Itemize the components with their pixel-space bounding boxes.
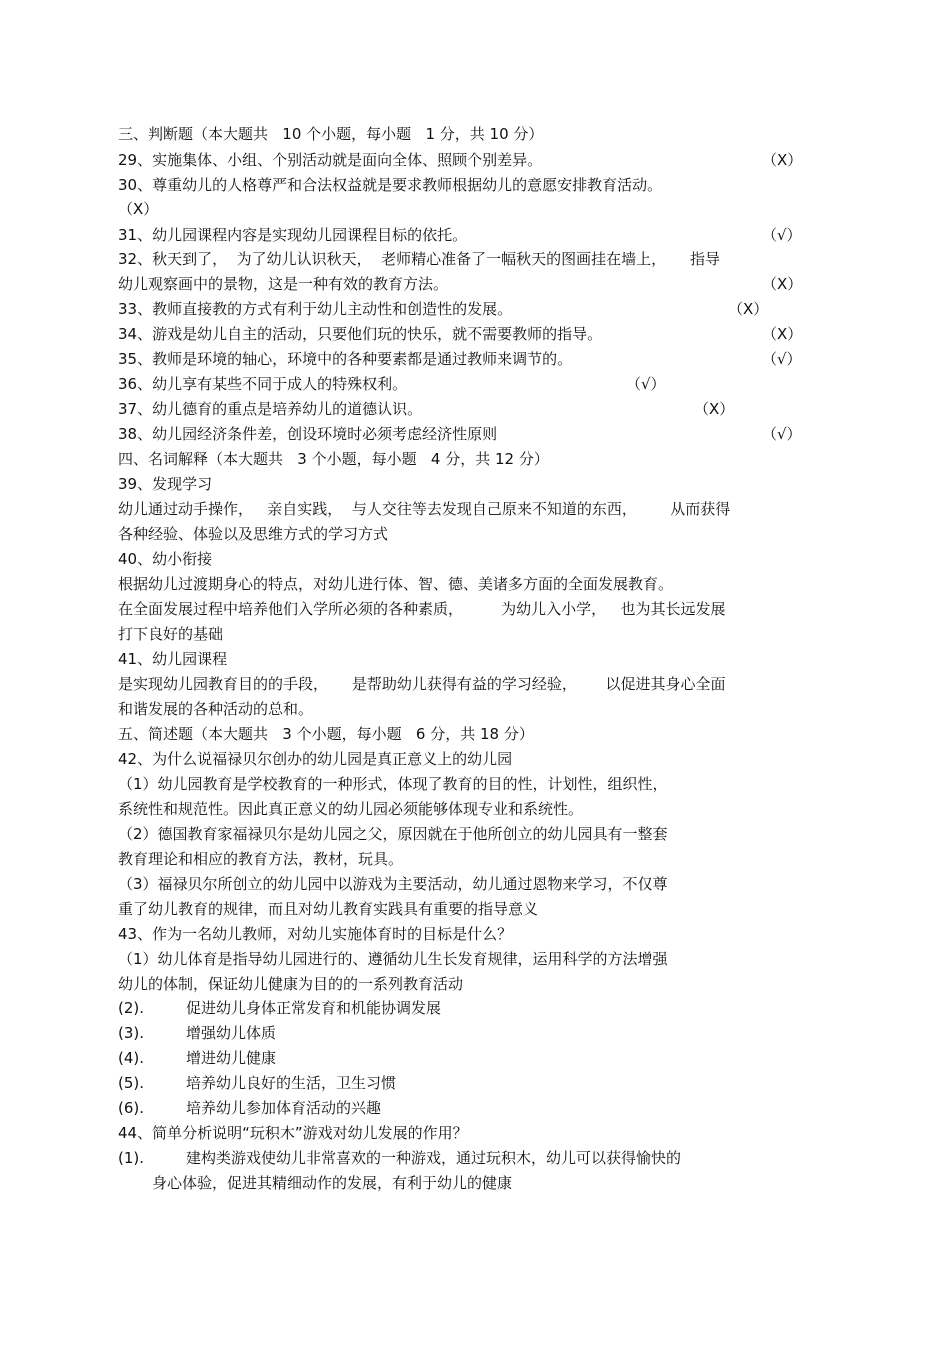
- question-37: 37、幼儿德育的重点是培养幼儿的道德认识。: [118, 400, 423, 418]
- answer-43-item-text: 培养幼儿参加体育活动的兴趣: [186, 1099, 382, 1117]
- answer-34: （X）: [762, 325, 803, 343]
- answer-38: （√）: [762, 425, 802, 443]
- answer-36: （√）: [626, 375, 666, 393]
- answer-32: （X）: [762, 275, 803, 293]
- section-heading-judgment: 三、判断题（本大题共 10 个小题，每小题 1 分，共 10 分）: [118, 125, 544, 143]
- question-43: 43、作为一名幼儿教师，对幼儿实施体育时的目标是什么？: [118, 925, 513, 943]
- question-42: 42、为什么说福禄贝尔创办的幼儿园是真正意义上的幼儿园: [118, 750, 513, 768]
- question-44: 44、简单分析说明“玩积木”游戏对幼儿发展的作用？: [118, 1124, 468, 1142]
- answer-43-point1-line2: 幼儿的体制，保证幼儿健康为目的的一系列教育活动: [118, 975, 464, 993]
- question-34: 34、游戏是幼儿自主的活动，只要他们玩的快乐，就不需要教师的指导。: [118, 325, 603, 343]
- term-40-def-line1: 根据幼儿过渡期身心的特点，对幼儿进行体、智、德、美诸多方面的全面发展教育。: [118, 575, 674, 593]
- question-35: 35、教师是环境的轴心，环境中的各种要素都是通过教师来调节的。: [118, 350, 573, 368]
- answer-37: （X）: [694, 400, 735, 418]
- term-40-def-line3: 打下良好的基础: [118, 625, 224, 643]
- question-31: 31、幼儿园课程内容是实现幼儿园课程目标的依托。: [118, 226, 468, 244]
- answer-43-item-num: (3).: [118, 1024, 145, 1042]
- question-30: 30、尊重幼儿的人格尊严和合法权益就是要求教师根据幼儿的意愿安排教育活动。: [118, 176, 663, 194]
- question-33: 33、教师直接教的方式有利于幼儿主动性和创造性的发展。: [118, 300, 513, 318]
- question-38: 38、幼儿园经济条件差，创设环境时必须考虑经济性原则: [118, 425, 498, 443]
- term-41-title: 41、幼儿园课程: [118, 650, 228, 668]
- answer-31: （√）: [762, 226, 802, 244]
- answer-43-item-num: (5).: [118, 1074, 145, 1092]
- answer-43-item-text: 增强幼儿体质: [186, 1024, 277, 1042]
- answer-42-point1-line2: 系统性和规范性。因此真正意义的幼儿园必须能够体现专业和系统性。: [118, 800, 584, 818]
- answer-44-item-num: (1).: [118, 1149, 145, 1167]
- answer-42-point3-line2: 重了幼儿教育的规律，而且对幼儿教育实践具有重要的指导意义: [118, 900, 539, 918]
- answer-43-item-num: (6).: [118, 1099, 145, 1117]
- answer-42-point2-line2: 教育理论和相应的教育方法，教材，玩具。: [118, 850, 404, 868]
- answer-35: （√）: [762, 350, 802, 368]
- question-32-line1: 32、秋天到了， 为了幼儿认识秋天， 老师精心准备了一幅秋天的图画挂在墙上， 指导: [118, 250, 721, 268]
- term-39-title: 39、发现学习: [118, 475, 213, 493]
- answer-33: （X）: [728, 300, 769, 318]
- term-39-def-line1: 幼儿通过动手操作， 亲自实践， 与人交往等去发现自己原来不知道的东西， 从而获得: [118, 500, 731, 518]
- answer-42-point2-line1: （2）德国教育家福禄贝尔是幼儿园之父，原因就在于他所创立的幼儿园具有一整套: [118, 825, 668, 843]
- answer-42-point1-line1: （1）幼儿园教育是学校教育的一种形式，体现了教育的目的性，计划性，组织性，: [118, 775, 668, 793]
- answer-43-item-num: (2).: [118, 999, 145, 1017]
- answer-44-point1-line2: 身心体验，促进其精细动作的发展，有利于幼儿的健康: [152, 1174, 513, 1192]
- section-heading-terms: 四、名词解释（本大题共 3 个小题，每小题 4 分，共 12 分）: [118, 450, 549, 468]
- answer-29: （X）: [762, 151, 803, 169]
- answer-43-item-text: 培养幼儿良好的生活，卫生习惯: [186, 1074, 397, 1092]
- answer-42-point3-line1: （3）福禄贝尔所创立的幼儿园中以游戏为主要活动，幼儿通过恩物来学习，不仅尊: [118, 875, 668, 893]
- question-29: 29、实施集体、小组、个别活动就是面向全体、照顾个别差异。: [118, 151, 543, 169]
- term-40-title: 40、幼小衔接: [118, 550, 213, 568]
- term-41-def-line2: 和谐发展的各种活动的总和。: [118, 700, 314, 718]
- answer-43-item-text: 增进幼儿健康: [186, 1049, 277, 1067]
- term-40-def-line2: 在全面发展过程中培养他们入学所必须的各种素质， 为幼儿入小学， 也为其长远发展: [118, 600, 726, 618]
- section-heading-short-answer: 五、简述题（本大题共 3 个小题，每小题 6 分，共 18 分）: [118, 725, 534, 743]
- answer-43-item-text: 促进幼儿身体正常发育和机能协调发展: [186, 999, 442, 1017]
- question-36: 36、幼儿享有某些不同于成人的特殊权利。: [118, 375, 408, 393]
- answer-30: （X）: [118, 200, 159, 218]
- answer-43-point1-line1: （1）幼儿体育是指导幼儿园进行的、遵循幼儿生长发育规律，运用科学的方法增强: [118, 950, 668, 968]
- question-32-line2: 幼儿观察画中的景物，这是一种有效的教育方法。: [118, 275, 449, 293]
- term-39-def-line2: 各种经验、体验以及思维方式的学习方式: [118, 525, 389, 543]
- answer-43-item-num: (4).: [118, 1049, 145, 1067]
- answer-44-point1-line1: 建构类游戏使幼儿非常喜欢的一种游戏，通过玩积木，幼儿可以获得愉快的: [186, 1149, 682, 1167]
- term-41-def-line1: 是实现幼儿园教育目的的手段， 是帮助幼儿获得有益的学习经验， 以促进其身心全面: [118, 675, 726, 693]
